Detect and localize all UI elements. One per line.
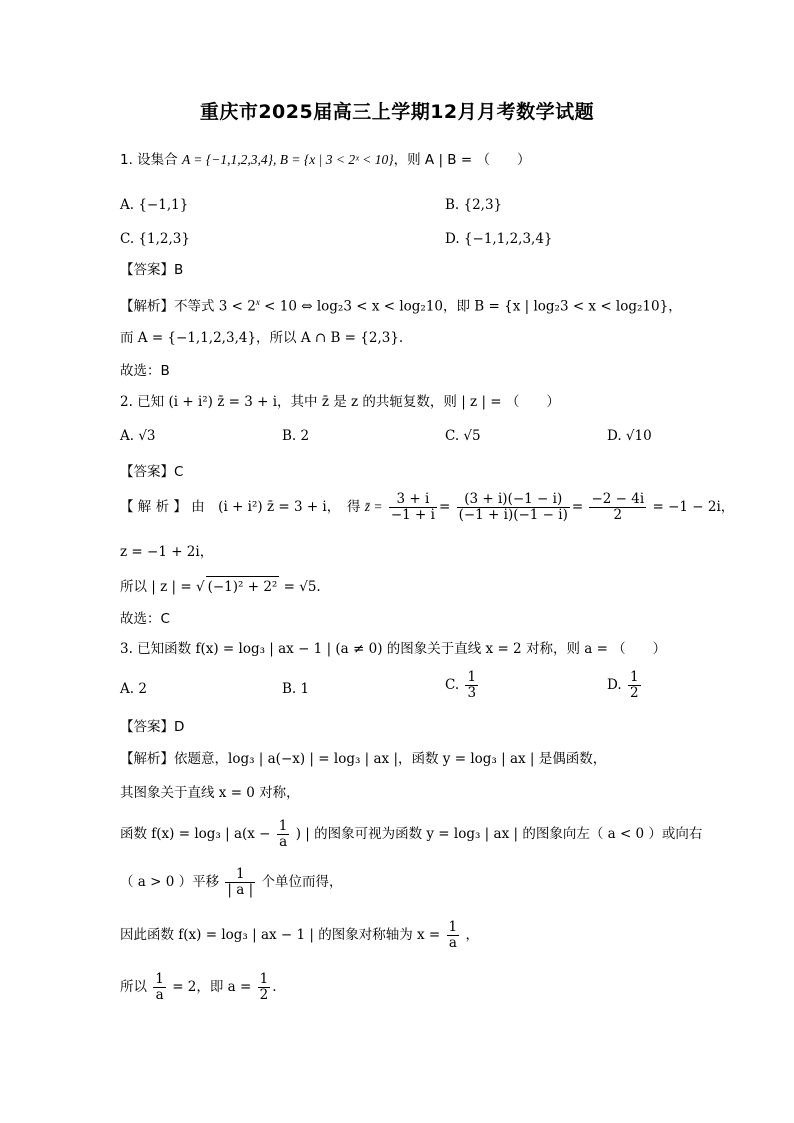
q2-option-a: A. √3 xyxy=(120,428,156,444)
q3-analysis-line-1: 【解析】依题意，log₃ | a(−x) | = log₃ | ax |，函数 y = log₃ | ax | 是偶函数， xyxy=(120,751,607,767)
q1-set-a: A = {−1,1,2,3,4} xyxy=(181,152,273,167)
q1-option-c: C. {1,2,3} xyxy=(120,231,190,247)
q3-option-d-frac xyxy=(628,670,641,701)
q3-option-d-label: D. xyxy=(607,677,622,693)
q3-stem: 3. 已知函数 f(x) = log₃ | ax − 1 | (a ≠ 0) 的图象关于直线 x = 2 对称，则 a = （ ） xyxy=(120,641,667,657)
q3-analysis-6-num: 1 xyxy=(155,971,164,987)
q2-analysis-line-3 xyxy=(120,576,321,597)
page-title: 重庆市2025届高三上学期12月月考数学试题 xyxy=(199,101,595,123)
q3-analysis-line-6 xyxy=(120,972,277,1003)
q3-analysis-line-5 xyxy=(120,920,479,951)
q1-result: 故选：B xyxy=(120,363,170,379)
q3-option-c-num: 1 xyxy=(467,669,477,685)
q1-option-a: A. {−1,1} xyxy=(120,197,189,213)
q2-radicand: (−1)² + 2² xyxy=(206,576,280,597)
q1-stem xyxy=(120,150,530,170)
q3-option-c-label: C. xyxy=(445,677,460,693)
q3-analysis-5-frac xyxy=(447,920,460,951)
q2-frac-3-den: 2 xyxy=(613,507,623,523)
q2-zbar: z̄ = xyxy=(364,499,383,514)
q3-analysis-3b: ) | 的图象可视为函数 y = log₃ | ax | 的图象向左（ a < 0 ）或向右 xyxy=(295,826,703,842)
q3-analysis-5a: 因此函数 f(x) = log₃ | ax − 1 | 的图象对称轴为 x = xyxy=(120,927,441,943)
q2-analysis-1a: 由 (i + i²) z̄ = 3 + i， 得 xyxy=(191,499,361,515)
q3-analysis-3a: 函数 f(x) = log₃ | a(x − xyxy=(120,826,271,842)
q2-analysis-3b: = √5. xyxy=(279,579,321,595)
q3-analysis-6-num-2: 1 xyxy=(259,971,269,987)
q1-analysis-1a: 不等式 3 < 2 xyxy=(174,298,256,315)
q3-option-d xyxy=(607,670,643,701)
q2-stem: 2. 已知 (i + i²) z̄ = 3 + i，其中 z̄ 是 z 的共轭复数，则 | z | = （ ） xyxy=(120,394,560,410)
q3-analysis-4-den: | a | xyxy=(227,882,254,898)
q3-analysis-line-4 xyxy=(120,867,342,898)
q1-analysis-1b: < 10 ⇔ log₂3 < x < log₂10，即 B = {x | log₂3 < x < log₂10}， xyxy=(259,298,682,315)
q3-analysis-4a: （ a > 0 ）平移 xyxy=(120,874,220,890)
q3-analysis-3-num: 1 xyxy=(278,818,288,834)
q3-analysis-5-den: a xyxy=(448,935,457,951)
q1-option-d: D. {−1,1,2,3,4} xyxy=(445,231,553,247)
q2-frac-1 xyxy=(389,492,437,523)
q2-analysis-3a: 所以 | z | = xyxy=(120,579,196,595)
q2-option-b: B. 2 xyxy=(282,428,310,444)
q1-set-b: , B = {x | 3 < 2ˣ < 10} xyxy=(273,152,394,167)
q3-option-c xyxy=(445,670,480,701)
q1-analysis-label: 【解析】 xyxy=(120,298,174,315)
q2-result: 故选：C xyxy=(120,611,170,627)
q3-analysis-3-den: a xyxy=(279,834,288,850)
q2-frac-1-den: −1 + i xyxy=(390,507,435,523)
q3-answer: 【答案】D xyxy=(120,719,185,735)
q1-analysis-1sup: x xyxy=(255,297,260,307)
q2-frac-3 xyxy=(589,492,646,523)
q2-option-c: C. √5 xyxy=(445,428,481,444)
q3-analysis-4b: 个单位而得， xyxy=(261,874,343,890)
q1-analysis-line-1 xyxy=(120,292,682,317)
q1-stem-prefix: 1. 设集合 xyxy=(120,152,178,168)
q3-analysis-4-frac xyxy=(225,867,255,898)
q3-analysis-6-den: a xyxy=(155,987,164,1003)
q3-option-a: A. 2 xyxy=(120,681,147,697)
q3-analysis-line-3 xyxy=(120,819,702,850)
q2-analysis-label: 【 解 析 】 xyxy=(120,499,187,515)
q3-analysis-6-frac xyxy=(153,972,166,1003)
q3-option-c-frac xyxy=(465,670,478,701)
q2-analysis-1b: = −1 − 2i， xyxy=(652,499,735,515)
q3-analysis-5b: ， xyxy=(465,927,479,943)
q1-stem-suffix: ，则 A | B = （ ） xyxy=(393,152,531,168)
q3-analysis-5-num: 1 xyxy=(448,919,458,935)
q3-option-d-num: 1 xyxy=(629,669,639,685)
q2-frac-2-num: (3 + i)(−1 − i) xyxy=(457,492,570,508)
q3-option-d-den: 2 xyxy=(629,685,639,701)
q2-frac-1-num: 3 + i xyxy=(389,492,437,508)
q2-frac-3-num: −2 − 4i xyxy=(591,491,645,507)
q2-answer: 【答案】C xyxy=(120,464,184,480)
q1-analysis-line-2: 而 A = {−1,1,2,3,4}，所以 A ∩ B = {2,3}. xyxy=(120,330,404,346)
q3-analysis-6c: . xyxy=(272,979,277,995)
sqrt-icon: √ xyxy=(195,579,205,595)
q3-analysis-6-frac-2 xyxy=(258,972,271,1003)
q1-answer: 【答案】B xyxy=(120,262,184,278)
q2-frac-2 xyxy=(457,492,570,523)
q3-analysis-6a: 所以 xyxy=(120,979,147,995)
q1-option-b: B. {2,3} xyxy=(445,197,503,213)
q3-option-c-den: 3 xyxy=(467,685,477,701)
q3-analysis-3-frac xyxy=(277,819,290,850)
q3-analysis-6-den-2: 2 xyxy=(259,987,269,1003)
q3-analysis-line-2: 其图象关于直线 x = 0 对称， xyxy=(120,785,300,801)
q3-analysis-4-num: 1 xyxy=(225,867,255,883)
q2-analysis-line-1: 【 解 析 】 由 (i + i²) z̄ = 3 + i， 得 z̄ = $\frac{3 + i}{-1 + i}$ = $\frac{(3 + i)(-1 - i)}{(-1 + i)(-1 - i)}$ = $\frac{-2 - 4i}{2}$ = −1 − 2i， xyxy=(120,491,735,523)
q2-option-d: D. √10 xyxy=(607,428,652,444)
q3-analysis-6b: = 2，即 a = xyxy=(172,979,252,995)
q3-option-b: B. 1 xyxy=(282,681,310,697)
q2-frac-2-den: (−1 + i)(−1 − i) xyxy=(458,507,568,523)
q2-analysis-line-2: z = −1 + 2i， xyxy=(120,544,214,560)
